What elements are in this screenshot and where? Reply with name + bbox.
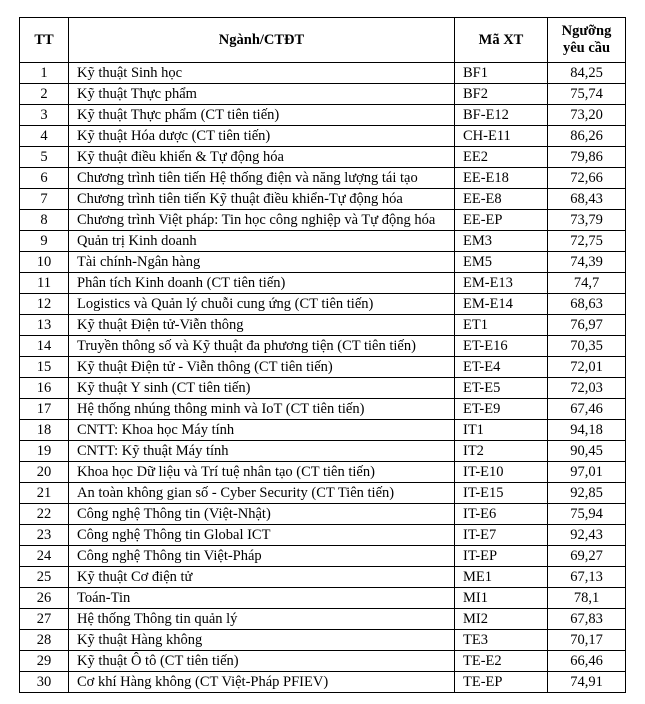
row-threshold: 75,74 (548, 84, 626, 105)
row-major-name: Kỹ thuật Điện tử - Viễn thông (CT tiên tiến) (69, 357, 455, 378)
row-major-name: Kỹ thuật Thực phẩm (CT tiên tiến) (69, 105, 455, 126)
row-code: BF1 (455, 63, 548, 84)
row-number: 4 (20, 126, 69, 147)
header-code: Mã XT (455, 18, 548, 63)
table-row (20, 315, 626, 336)
table-row (20, 399, 626, 420)
row-threshold: 72,03 (548, 378, 626, 399)
row-number: 1 (20, 63, 69, 84)
row-number: 26 (20, 588, 69, 609)
row-threshold: 67,46 (548, 399, 626, 420)
row-major-name: Công nghệ Thông tin Việt-Pháp (69, 546, 455, 567)
row-major-name: Kỹ thuật Sinh học (69, 63, 455, 84)
table-row (20, 630, 626, 651)
row-number: 29 (20, 651, 69, 672)
header-threshold-line1: Ngưỡng (561, 23, 612, 39)
row-number: 15 (20, 357, 69, 378)
row-major-name: Cơ khí Hàng không (CT Việt-Pháp PFIEV) (69, 672, 455, 693)
row-code: IT1 (455, 420, 548, 441)
row-number: 3 (20, 105, 69, 126)
row-major-name: Kỹ thuật Ô tô (CT tiên tiến) (69, 651, 455, 672)
row-number: 20 (20, 462, 69, 483)
row-number: 24 (20, 546, 69, 567)
row-code: MI1 (455, 588, 548, 609)
row-major-name: Chương trình Việt pháp: Tin học công nghiệp và Tự động hóa (69, 210, 455, 231)
table-row (20, 84, 626, 105)
row-number: 6 (20, 168, 69, 189)
row-threshold: 78,1 (548, 588, 626, 609)
row-major-name: Logistics và Quản lý chuỗi cung ứng (CT tiên tiến) (69, 294, 455, 315)
header-threshold (548, 18, 626, 63)
row-code: CH-E11 (455, 126, 548, 147)
row-number: 25 (20, 567, 69, 588)
row-threshold: 74,7 (548, 273, 626, 294)
row-number: 11 (20, 273, 69, 294)
row-number: 9 (20, 231, 69, 252)
row-threshold: 68,63 (548, 294, 626, 315)
header-major: Ngành/CTĐT (69, 18, 455, 63)
row-code: BF-E12 (455, 105, 548, 126)
row-threshold: 72,01 (548, 357, 626, 378)
table-row (20, 252, 626, 273)
table-row (20, 210, 626, 231)
row-code: ET-E5 (455, 378, 548, 399)
table-row (20, 588, 626, 609)
row-major-name: Chương trình tiên tiến Kỹ thuật điều khiển-Tự động hóa (69, 189, 455, 210)
table-header-row (20, 18, 626, 63)
table-row (20, 294, 626, 315)
row-number: 12 (20, 294, 69, 315)
row-number: 8 (20, 210, 69, 231)
row-threshold: 75,94 (548, 504, 626, 525)
row-threshold: 74,39 (548, 252, 626, 273)
table-row (20, 546, 626, 567)
row-major-name: Phân tích Kinh doanh (CT tiên tiến) (69, 273, 455, 294)
row-code: MI2 (455, 609, 548, 630)
table-row (20, 672, 626, 693)
row-threshold: 76,97 (548, 315, 626, 336)
row-threshold: 94,18 (548, 420, 626, 441)
row-major-name: Công nghệ Thông tin (Việt-Nhật) (69, 504, 455, 525)
row-code: ME1 (455, 567, 548, 588)
row-major-name: Truyền thông số và Kỹ thuật đa phương tiện (CT tiên tiến) (69, 336, 455, 357)
row-code: EM5 (455, 252, 548, 273)
row-code: TE3 (455, 630, 548, 651)
row-major-name: CNTT: Kỹ thuật Máy tính (69, 441, 455, 462)
row-code: IT-E10 (455, 462, 548, 483)
row-threshold: 84,25 (548, 63, 626, 84)
row-threshold: 73,79 (548, 210, 626, 231)
row-code: TE-E2 (455, 651, 548, 672)
table-row (20, 567, 626, 588)
row-threshold: 70,35 (548, 336, 626, 357)
row-threshold: 92,43 (548, 525, 626, 546)
row-number: 28 (20, 630, 69, 651)
table-row (20, 525, 626, 546)
table-row (20, 231, 626, 252)
row-major-name: Hệ thống nhúng thông minh và IoT (CT tiên tiến) (69, 399, 455, 420)
row-number: 23 (20, 525, 69, 546)
row-major-name: Kỹ thuật Hóa dược (CT tiên tiến) (69, 126, 455, 147)
row-code: EM-E14 (455, 294, 548, 315)
row-number: 17 (20, 399, 69, 420)
row-number: 27 (20, 609, 69, 630)
table-row (20, 504, 626, 525)
row-major-name: Kỹ thuật Thực phẩm (69, 84, 455, 105)
row-major-name: Kỹ thuật Y sinh (CT tiên tiến) (69, 378, 455, 399)
row-major-name: Công nghệ Thông tin Global ICT (69, 525, 455, 546)
row-number: 2 (20, 84, 69, 105)
table-row (20, 483, 626, 504)
row-code: EE2 (455, 147, 548, 168)
row-code: EM-E13 (455, 273, 548, 294)
row-code: IT2 (455, 441, 548, 462)
table-row (20, 336, 626, 357)
row-code: EE-E8 (455, 189, 548, 210)
table-row (20, 168, 626, 189)
row-major-name: Quản trị Kinh doanh (69, 231, 455, 252)
row-threshold: 86,26 (548, 126, 626, 147)
row-threshold: 67,83 (548, 609, 626, 630)
row-threshold: 90,45 (548, 441, 626, 462)
header-tt: TT (20, 18, 69, 63)
row-code: EE-EP (455, 210, 548, 231)
row-major-name: Toán-Tin (69, 588, 455, 609)
row-threshold: 79,86 (548, 147, 626, 168)
table-row (20, 651, 626, 672)
row-major-name: An toàn không gian số - Cyber Security (CT Tiên tiến) (69, 483, 455, 504)
row-code: ET1 (455, 315, 548, 336)
row-major-name: Kỹ thuật Hàng không (69, 630, 455, 651)
row-code: IT-E7 (455, 525, 548, 546)
row-code: ET-E16 (455, 336, 548, 357)
row-number: 22 (20, 504, 69, 525)
row-code: BF2 (455, 84, 548, 105)
row-number: 7 (20, 189, 69, 210)
admission-threshold-table (19, 17, 626, 693)
row-major-name: Hệ thống Thông tin quản lý (69, 609, 455, 630)
row-number: 18 (20, 420, 69, 441)
table-row (20, 378, 626, 399)
row-code: EM3 (455, 231, 548, 252)
row-code: ET-E9 (455, 399, 548, 420)
table-row (20, 63, 626, 84)
row-code: IT-E15 (455, 483, 548, 504)
row-number: 30 (20, 672, 69, 693)
row-code: EE-E18 (455, 168, 548, 189)
table-row (20, 420, 626, 441)
row-major-name: Kỹ thuật Điện tử-Viễn thông (69, 315, 455, 336)
table-row (20, 357, 626, 378)
row-major-name: Chương trình tiên tiến Hệ thống điện và năng lượng tái tạo (69, 168, 455, 189)
row-threshold: 70,17 (548, 630, 626, 651)
row-code: ET-E4 (455, 357, 548, 378)
row-threshold: 69,27 (548, 546, 626, 567)
table-row (20, 126, 626, 147)
row-threshold: 74,91 (548, 672, 626, 693)
row-number: 13 (20, 315, 69, 336)
row-threshold: 68,43 (548, 189, 626, 210)
row-major-name: Tài chính-Ngân hàng (69, 252, 455, 273)
row-threshold: 73,20 (548, 105, 626, 126)
row-number: 14 (20, 336, 69, 357)
row-number: 21 (20, 483, 69, 504)
row-code: IT-EP (455, 546, 548, 567)
table-row (20, 273, 626, 294)
table-row (20, 441, 626, 462)
table-row (20, 147, 626, 168)
row-threshold: 92,85 (548, 483, 626, 504)
row-number: 10 (20, 252, 69, 273)
row-major-name: Kỹ thuật Cơ điện tử (69, 567, 455, 588)
row-threshold: 72,66 (548, 168, 626, 189)
row-number: 16 (20, 378, 69, 399)
table-row (20, 609, 626, 630)
row-number: 19 (20, 441, 69, 462)
row-threshold: 72,75 (548, 231, 626, 252)
row-threshold: 67,13 (548, 567, 626, 588)
row-code: TE-EP (455, 672, 548, 693)
row-major-name: CNTT: Khoa học Máy tính (69, 420, 455, 441)
row-threshold: 66,46 (548, 651, 626, 672)
row-threshold: 97,01 (548, 462, 626, 483)
row-major-name: Kỹ thuật điều khiển & Tự động hóa (69, 147, 455, 168)
row-major-name: Khoa học Dữ liệu và Trí tuệ nhân tạo (CT tiên tiến) (69, 462, 455, 483)
row-code: IT-E6 (455, 504, 548, 525)
table-row (20, 105, 626, 126)
row-number: 5 (20, 147, 69, 168)
header-threshold-line2: yêu cầu (562, 40, 611, 56)
table-row (20, 462, 626, 483)
table-row (20, 189, 626, 210)
